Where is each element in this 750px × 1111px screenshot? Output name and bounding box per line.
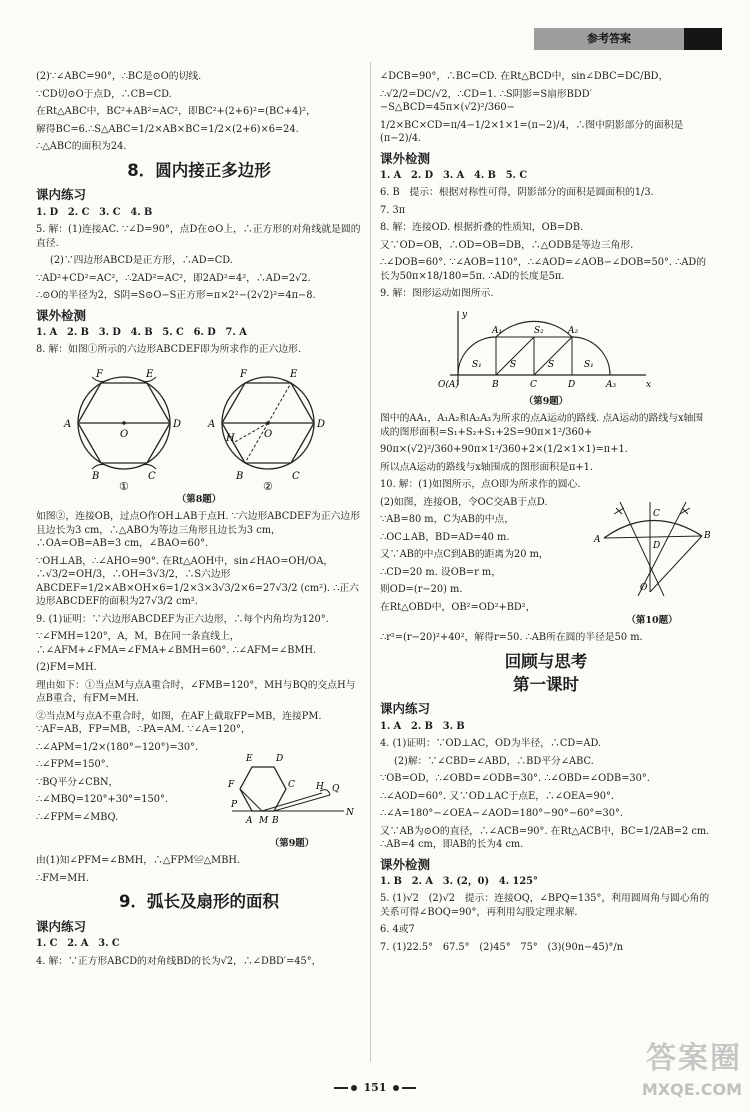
left-top-lines: [36, 70, 362, 154]
label-S1: S₁: [584, 359, 594, 370]
q8-figures: [36, 361, 362, 491]
q10-line: 则OD=(r−20) m.: [380, 584, 463, 596]
q8-line: 又∵OD=OB，∴OD=OB=DB，∴△ODB是等边三角形.: [380, 239, 634, 251]
q8-line: 8. 解：连接OD. 根据折叠的性质知，OB=DB.: [380, 222, 584, 234]
q9-line: ∴∠FPM=150°.: [36, 759, 109, 771]
q6-line: 6. B 提示：根据对称性可得，阴影部分的面积是圆面积的1/3.: [380, 187, 654, 199]
label-O: O(A): [438, 379, 459, 390]
label-F: F: [96, 368, 103, 380]
q10-line: ∴OC⊥AB，BD=AD=40 m.: [380, 531, 510, 543]
q5-line: (2)∵四边形ABCD是正方形，∴AD=CD.: [50, 255, 233, 267]
label-D: D: [568, 379, 576, 390]
q9-line: 9. (1)证明：∵六边形ABCDEF为正六边形，∴每个内角均为120°.: [36, 613, 329, 625]
inclass-answers: 1. A 2. B 3. B: [380, 720, 465, 732]
q9-line: ∴∠FPM=∠MBQ.: [36, 811, 119, 823]
q9-line: 理由如下：①当点M与点A重合时，∠FMB=120°，MH与BQ的交点H与点B重合，有FM=MH.: [36, 679, 356, 705]
label-Q: Q: [332, 783, 340, 794]
label-S: S: [510, 359, 517, 370]
q10-line: 又∵AB的中点C到AB的距离为20 m，: [380, 549, 549, 561]
label-D: D: [653, 540, 661, 551]
q4-line: 4. 解：∵正方形ABCD的对角线BD的长为√2，∴∠DBD′=45°，: [36, 956, 322, 967]
column-divider: [370, 62, 371, 1062]
q4-line: 又∵AB为⊙O的直径，∴∠ACB=90°. 在Rt△ACB中，BC=1/2AB=2 cm. ∴AB=4 cm，即AB的长为4 cm.: [380, 825, 710, 851]
q5-line: ∵AD²+CD²=AC²，∴2AD²=AC²，即2AD²=4²，∴AD=2√2.: [36, 272, 311, 284]
label-A: A: [246, 815, 253, 826]
inclass-answers-9: 1. C 2. A 3. C: [36, 938, 120, 950]
text-line: ∠DCB=90°，∴BC=CD. 在Rt△BCD中，sin∠DBC=DC/BD，: [380, 71, 669, 82]
q8-line: ∴∠DOB=60°. ∵∠AOB=110°，∴∠AOD=∠AOB−∠DOB=50°. ∴AD的长为50π×18/180=5π. ∴AD的长度是5π.: [380, 257, 707, 282]
q10-line: ∵AB=80 m，C为AB的中点，: [380, 514, 515, 526]
label-C: C: [653, 508, 660, 519]
label-A: A: [64, 418, 72, 430]
q10-figure-wrap: [592, 496, 712, 632]
q10-block: [380, 496, 712, 632]
q9-line: (2)FM=MH.: [36, 662, 97, 674]
q8-body: ∵OH⊥AB，∴∠AHO=90°. 在Rt△AOH中，sin∠HAO=OH/OA，∴√3/2=OH/3，∴OH=3√3/2，∴S六边形ABCDEF=1/2×AB×OH×6=1/2×3×3√3/2×6=27√3/2 (cm²). ∴正六边形ABCDEF的面积为27√3/2 cm².: [36, 555, 359, 608]
header-bar: [534, 28, 722, 50]
q4-line: ∴∠AOD=60°. 又∵OD⊥AC于点E，∴∠OEA=90°.: [380, 790, 614, 802]
q10-line: ∴CD=20 m. 设OB=r m，: [380, 566, 502, 578]
inclass-heading: 课内练习: [36, 187, 87, 203]
q9-line: ∴∠MBQ=120°+30°=150°.: [36, 794, 169, 806]
label-A1: A₁: [492, 325, 503, 336]
text-line: ∴√2/2=DC/√2，∴CD=1. ∴S阴影=S扇形BDD′−S△BCD=45π×(√2)²/360−: [380, 88, 592, 114]
q5-line: 5. (1)√2 (2)√2 提示：连接OQ，∠BPQ=135°，利用圆周角与圆心角的关系可得∠BOQ=90°，再利用勾股定理求解.: [380, 893, 710, 918]
label-B: B: [272, 815, 279, 826]
review-subtitle: 第一课时: [513, 674, 579, 694]
inclass-heading-9: 课内练习: [36, 919, 87, 935]
text-line: ∵CD切⊙O于点D，∴CB=CD.: [36, 88, 172, 100]
text-line: (2)∵∠ABC=90°，∴BC是⊙O的切线.: [36, 71, 202, 82]
watermark: [642, 1038, 742, 1101]
after-class-answers-2: 1. B 2. A 3. (2，0) 4. 125°: [380, 875, 538, 887]
caption-1: ①: [119, 479, 129, 491]
label-H: H: [226, 432, 235, 444]
left-column: [36, 70, 362, 973]
q4-line: ∵OB=OD，∴∠OBD=∠ODB=30°. ∴∠OBD=∠ODB=30°.: [380, 773, 650, 785]
q9-proof-block: [36, 741, 362, 855]
text-line: 1/2×BC×CD=π/4−1/2×1×1=(π−2)/4，∴图中阴影部分的面积是(π−2)/4.: [380, 119, 684, 145]
label-E: E: [290, 368, 298, 380]
q10-caption: （第10题）: [626, 615, 678, 627]
footer-dash: [402, 1087, 416, 1089]
after-class-heading: 课外检测: [36, 307, 87, 323]
label-D: D: [173, 418, 182, 430]
q4-line: 4. (1)证明：∵OD⊥AC，OD为半径，∴CD=AD.: [380, 738, 602, 750]
q9-line: ∵∠FMH=120°，A，M，B在同一条直线上，∴∠AFM+∠FMA=∠FMA+∠BMH=60°. ∴∠AFM=∠BMH.: [36, 631, 317, 656]
label-A: A: [594, 534, 601, 545]
hexagon-figure-1: [62, 361, 192, 491]
after-class-answers: 1. A 2. B 3. D 4. B 5. C 6. D 7. A: [36, 326, 247, 338]
review-title: 回顾与思考: [504, 651, 588, 671]
label-C: C: [530, 379, 537, 390]
q10-line: 10. 解：(1)如图所示，点O即为所求作的圆心.: [380, 479, 581, 491]
label-D: D: [276, 753, 284, 764]
label-F: F: [240, 368, 247, 380]
q9-line: ∴∠APM=1/2×(180°−120°)=30°.: [36, 741, 199, 753]
label-N: N: [346, 807, 354, 818]
label-D: D: [317, 418, 326, 430]
q9-intro: 9. 解：图形运动如图所示.: [380, 288, 494, 300]
section-9-title: 9．弧长及扇形的面积: [119, 892, 279, 912]
q10-line: ∴r²=(r−20)²+40²，解得r=50. ∴AB所在圆的半径是50 m.: [380, 632, 643, 644]
text-line: 解得BC=6.∴S△ABC=1/2×AB×BC=1/2×(2+6)×6=24.: [36, 123, 299, 135]
q4-line: ∴∠A=180°−∠OEA−∠AOD=180°−90°−60°=30°.: [380, 808, 624, 820]
section-8-title: 8．圆内接正多边形: [127, 160, 271, 180]
label-C: C: [288, 779, 295, 790]
label-O: O: [120, 428, 129, 440]
q10-steps: [380, 496, 588, 632]
after-class-heading: 课外检测: [380, 150, 431, 166]
after-class-heading-2: 课外检测: [380, 856, 431, 872]
q8-intro: 8. 解：如图①所示的六边形ABCDEF即为所求作的正六边形.: [36, 344, 302, 356]
label-S2: S₂: [534, 325, 544, 336]
q10-line: 在Rt△OBD中，OB²=OD²+BD²，: [380, 601, 536, 613]
q9-line: ∵BQ平分∠CBN，: [36, 776, 119, 788]
q7-line: 7. 3π: [380, 204, 406, 216]
hexagon-figure-2: [206, 361, 336, 491]
q9-proof-steps: [36, 741, 216, 855]
footer-dash: [334, 1087, 348, 1089]
inclass-answers: 1. D 2. C 3. C 4. B: [36, 206, 153, 218]
q9-caption: （第9题）: [523, 395, 569, 407]
header-block: [684, 28, 722, 50]
page-number: 151: [363, 1081, 387, 1094]
label-C: C: [148, 470, 156, 482]
footer-dot: [393, 1085, 399, 1091]
q9-hexagon-figure: [222, 741, 362, 831]
header-label: 参考答案: [534, 28, 684, 50]
text-line: ∴△ABC的面积为24.: [36, 141, 127, 153]
label-H: H: [316, 781, 324, 792]
right-column: [380, 70, 712, 959]
q8-body: 如图②，连接OB，过点O作OH⊥AB于点H. ∵六边形ABCDEF为正六边形且边长为3 cm，∴△ABO为等边三角形且边长为3 cm，∴OA=OB=AB=3 cm，∠BAO=60°.: [36, 511, 361, 550]
label-B: B: [492, 379, 499, 390]
watermark-url: MXQE.COM: [641, 1079, 742, 1099]
q9-figure-wrap: [222, 741, 362, 855]
label-E: E: [146, 368, 154, 380]
inclass-heading: 课内练习: [380, 701, 431, 717]
label-y: y: [462, 309, 468, 320]
page-footer: [0, 1080, 750, 1095]
label-A2: A₂: [568, 325, 579, 336]
label-B: B: [92, 470, 100, 482]
label-M: M: [259, 815, 269, 826]
watermark-logo: 答案圈: [646, 1040, 742, 1076]
label-S1: S₁: [472, 359, 482, 370]
caption-2: ②: [263, 479, 273, 491]
q9-line: ②当点M与点A不重合时，如图，在AF上截取FP=MB，连接PM. ∵AF=AB，FP=MB，∴PA=AM. ∵∠A=120°，: [36, 710, 322, 736]
q9-line: ∴FM=MH.: [36, 872, 89, 884]
label-A3: A₃: [606, 379, 617, 390]
label-C: C: [292, 470, 300, 482]
label-E: E: [246, 753, 253, 764]
footer-dot: [351, 1085, 357, 1091]
q6-line: 6. 4或7: [380, 924, 415, 936]
q5-line: ∴⊙O的半径为2，S阴=S⊙O−S正方形=π×2²−(2√2)²=4π−8.: [36, 290, 316, 302]
label-S: S: [548, 359, 555, 370]
q5-line: 5. 解：(1)连接AC. ∵∠D=90°，点D在⊙O上，∴正方形的对角线就是圆的直径.: [36, 224, 361, 249]
q9-body: 90π×(√2)²/360+90π×1²/360+2×(1/2×1×1)=π+1.: [380, 444, 628, 456]
label-B: B: [704, 530, 711, 541]
text-line: 在Rt△ABC中，BC²+AB²=AC²，即BC²+(2+6)²=(BC+4)²，: [36, 106, 316, 118]
q4-line: (2)解：∵∠CBD=∠ABD，∴BD平分∠ABC.: [394, 755, 594, 767]
q8-caption: （第8题）: [176, 493, 222, 505]
label-O: O: [640, 582, 648, 593]
label-F: F: [228, 779, 235, 790]
q9-body: 所以点A运动的路线与x轴围成的图形面积是π+1.: [380, 461, 593, 473]
label-P: P: [231, 799, 238, 810]
q9-line: 由(1)知∠PFM=∠BMH，∴△FPM≌△MBH.: [36, 855, 241, 867]
q9-caption: （第9题）: [269, 838, 315, 850]
label-x: x: [646, 379, 652, 390]
q10-line: (2)如图，连接OB，令OC交AB于点D.: [380, 496, 548, 508]
label-B: B: [236, 470, 244, 482]
q9-body: 图中的AA₁，A₁A₂和A₂A₃为所求的点A运动的路线. 点A运动的路线与x轴围成的图形面积=S₁+S₂+S₁+2S=90π×1²/360+: [380, 413, 704, 438]
q9-motion-figure: [436, 305, 656, 393]
q10-arc-figure: [592, 496, 712, 608]
after-class-answers: 1. A 2. D 3. A 4. B 5. C: [380, 169, 528, 181]
label-A: A: [208, 418, 216, 430]
label-O: O: [264, 428, 273, 440]
q7-line: 7. (1)22.5° 67.5° (2)45° 75° (3)(90n−45)°/n: [380, 942, 624, 953]
